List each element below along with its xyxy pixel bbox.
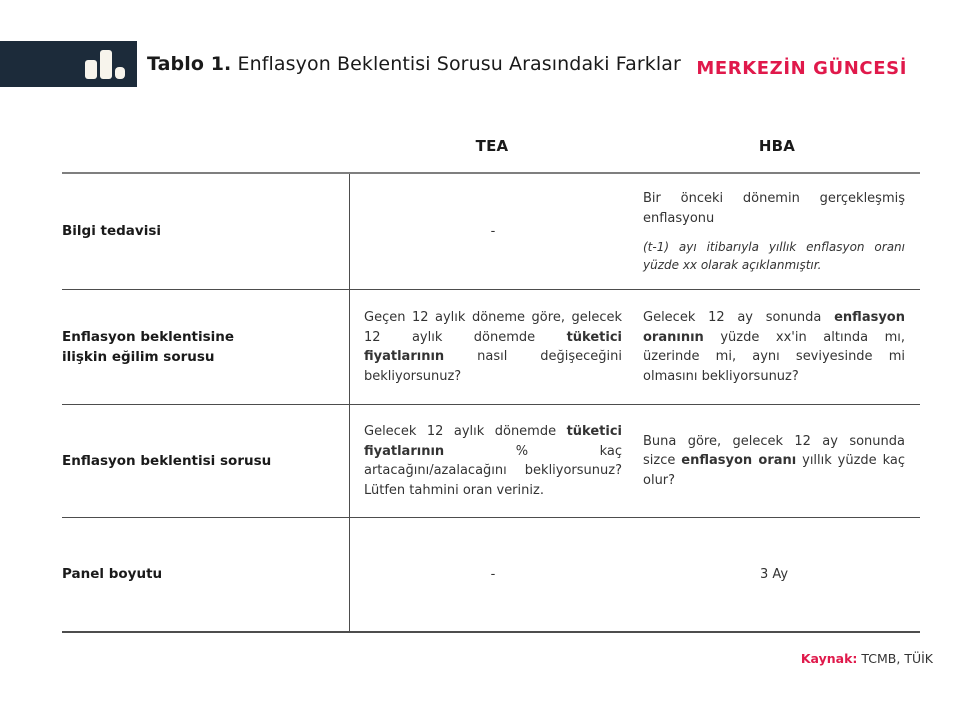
page-title [147,53,681,75]
brand-wordmark: MERKEZİN GÜNCESİ [696,58,907,79]
cell-hba-bilgi-tedavisi [634,174,920,290]
table-number: Tablo 1. [147,53,232,75]
hba-italic-note: (t-1) ayı itibarıyla yıllık enflasyon oranı yüzde xx olarak açıklanmıştır. [643,240,905,272]
bar-chart-icon [85,49,125,79]
source-label: Kaynak: [800,651,858,666]
source-note [801,651,933,666]
tea-question-text: Geçen 12 aylık döneme göre, gelecek 12 aylık dönemde tüketici fiyatlarının nasıl değişeceğini bekliyorsunuz? [364,310,622,384]
column-header-hba: HBA [634,120,920,174]
source-value: TCMB, TÜİK [861,651,933,666]
hba-question-text: Buna göre, gelecek 12 ay sonunda sizce enflasyon oranı yıllık yüzde kaç olur? [643,433,905,488]
cell-tea-bilgi-tedavisi: - [350,174,634,290]
bar-chart-icon-bar [85,60,97,79]
row-label-egilim-sorusu: Enflasyon beklentisine ilişkin eğilim sorusu [62,290,350,405]
hba-question-text: Gelecek 12 ay sonunda enflasyon oranının yüzde xx'in altında mı, üzerinde mi, aynı seviyesinde mi olmasını bekliyorsunuz? [643,310,905,384]
bar-chart-icon-bar [115,67,125,79]
cell-hba-beklenti-sorusu [634,405,920,518]
row-label-bilgi-tedavisi: Bilgi tedavisi [62,174,350,290]
cell-hba-egilim-sorusu [634,290,920,405]
row-label-beklenti-sorusu: Enflasyon beklentisi sorusu [62,405,350,518]
row-label-panel-boyutu: Panel boyutu [62,518,350,633]
tea-question-text: Gelecek 12 aylık dönemde tüketici fiyatlarının % kaç artacağını/azalacağını bekliyorsunuz? Lütfen tahmini oran veriniz. [364,424,622,498]
logo [0,41,137,87]
column-header-empty [62,120,350,174]
cell-tea-beklenti-sorusu [350,405,634,518]
column-header-tea: TEA [350,120,634,174]
cell-tea-panel-boyutu: - [350,518,634,633]
cell-hba-panel-boyutu: 3 Ay [634,518,920,633]
comparison-table [62,120,920,633]
cell-tea-egilim-sorusu [350,290,634,405]
table-title-text: Enflasyon Beklentisi Sorusu Arasındaki Farklar [237,53,681,75]
bar-chart-icon-bar [100,50,112,79]
hba-main-text: Bir önceki dönemin gerçekleşmiş enflasyonu [643,191,905,226]
